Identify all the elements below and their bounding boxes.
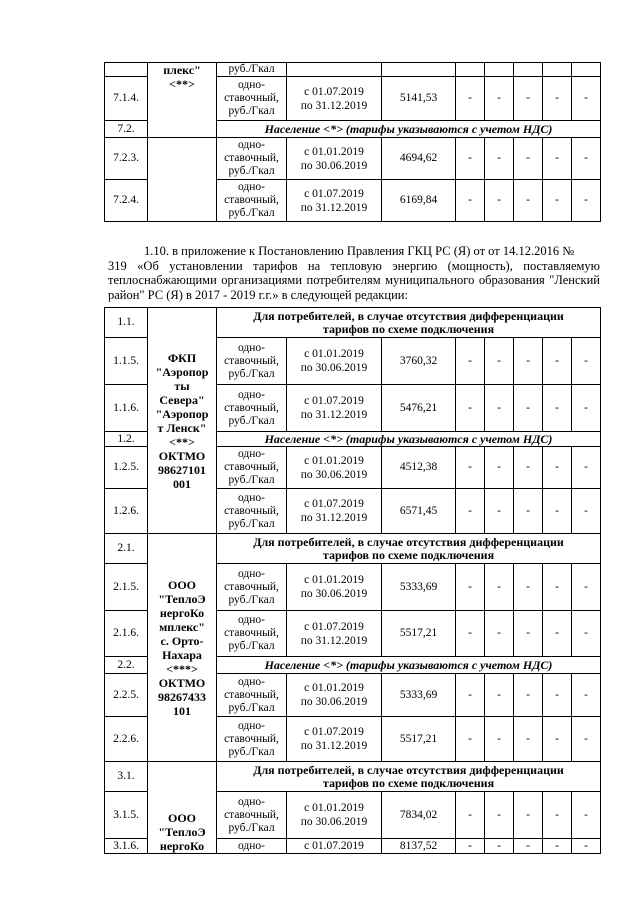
period-line: с 01.07.2019 <box>304 187 364 200</box>
empty-value-dash: - <box>514 792 543 839</box>
empty-value-dash: - <box>572 839 601 854</box>
tariff-value: 5333,69 <box>382 674 456 717</box>
empty-value-dash: - <box>572 385 601 432</box>
empty-value-dash: - <box>572 674 601 717</box>
unit-line: ставочный, <box>224 627 279 639</box>
empty-value-dash: - <box>514 839 543 854</box>
unit-line: одно- <box>237 614 265 626</box>
unit-cell <box>217 385 287 432</box>
empty-value-dash: - <box>572 564 601 611</box>
empty-value-dash: - <box>485 611 514 657</box>
empty-value-dash: - <box>572 489 601 534</box>
unit-line: ставочный, <box>224 354 279 367</box>
organization-line: 101 <box>173 703 191 718</box>
period-cell <box>287 338 382 385</box>
row-number: 2.1.5. <box>105 564 148 611</box>
unit-line: руб./Гкал <box>228 701 275 714</box>
unit-line: ставочный, <box>224 194 279 206</box>
tariff-value: 5141,53 <box>382 77 456 121</box>
period-line: по 30.06.2019 <box>300 816 368 828</box>
tariff-value: 6169,84 <box>382 180 456 222</box>
header-line: тарифов по схеме подключения <box>322 775 495 790</box>
empty-value-dash: - <box>485 138 514 180</box>
unit-line: одно- <box>237 448 265 460</box>
empty-cell <box>572 63 601 77</box>
tariff-value: 5476,21 <box>382 385 456 432</box>
header-line: Для потребителей, в случае отсутствия дифференциации <box>253 762 564 777</box>
period-line: по 30.06.2019 <box>300 696 368 708</box>
period-cell <box>287 385 382 432</box>
empty-value-dash: - <box>456 385 485 432</box>
unit-line: одно- <box>237 139 265 151</box>
empty-value-dash: - <box>572 180 601 222</box>
empty-value-dash: - <box>456 611 485 657</box>
tariff-table-continuation <box>104 62 601 222</box>
row-number: 3.1. <box>105 762 148 792</box>
empty-value-dash: - <box>572 717 601 762</box>
row-number: 7.2. <box>105 121 148 138</box>
row-number: 1.2.6. <box>105 489 148 534</box>
period-line: по 30.06.2019 <box>300 588 368 600</box>
empty-value-dash: - <box>514 489 543 534</box>
empty-value-dash: - <box>543 77 572 121</box>
paragraph-rest: 319 «Об установлении тарифов на тепловую энергию (мощность), поставляемую теплоснабжающими организациями потребителям муниципального образования "Ленский район" РС (Я) в 2017 - 2019 г.г.» в следующей редакции: <box>108 258 600 302</box>
empty-value-dash: - <box>456 180 485 222</box>
unit-cell <box>217 138 287 180</box>
row-number: 2.2.6. <box>105 717 148 762</box>
empty-value-dash: - <box>514 447 543 489</box>
empty-value-dash: - <box>456 338 485 385</box>
empty-value-dash: - <box>514 180 543 222</box>
period-line: по 30.06.2019 <box>300 159 368 172</box>
period-cell <box>287 180 382 222</box>
unit-cell <box>217 611 287 657</box>
row-number: 1.1. <box>105 308 148 338</box>
unit-cell <box>217 564 287 611</box>
empty-cell <box>287 63 382 77</box>
organization-cell-empty <box>148 138 217 222</box>
unit-line: руб./Гкал <box>228 474 275 486</box>
empty-value-dash: - <box>543 180 572 222</box>
unit-line: одно- <box>237 491 265 504</box>
section-header-row <box>105 762 601 792</box>
period-line: по 30.06.2019 <box>300 362 368 374</box>
header-line: тарифов по схеме подключения <box>322 321 495 336</box>
organization-line: мплекс" <box>159 619 205 634</box>
period-line: по 31.12.2019 <box>300 99 368 112</box>
empty-value-dash: - <box>485 564 514 611</box>
unit-cell <box>217 839 287 854</box>
organization-line: <**> <box>169 434 195 449</box>
empty-value-dash: - <box>514 674 543 717</box>
period-line: по 30.06.2019 <box>300 468 368 481</box>
unit-line: руб./Гкал <box>228 640 275 652</box>
organization-line: 001 <box>173 476 191 491</box>
unit-cell <box>217 338 287 385</box>
unit-line: ставочный, <box>224 808 279 821</box>
organization-line: <***> <box>166 661 198 676</box>
organization-line: "Аэропор <box>155 364 209 379</box>
empty-value-dash: - <box>514 717 543 762</box>
unit-line: ставочный, <box>224 504 279 517</box>
empty-value-dash: - <box>543 138 572 180</box>
empty-value-dash: - <box>485 77 514 121</box>
section-header-text: Население <*> (тарифы указываются с учетом НДС) <box>217 657 601 674</box>
organization-line: "ТеплоЭ <box>158 825 206 839</box>
period-line: с 01.01.2019 <box>304 574 364 586</box>
unit-line: ставочный, <box>224 461 279 473</box>
empty-value-dash: - <box>456 138 485 180</box>
unit-line: руб./Гкал <box>228 517 275 530</box>
unit-line: руб./Гкал <box>228 207 275 219</box>
empty-value-dash: - <box>456 564 485 611</box>
row-number: 1.2.5. <box>105 447 148 489</box>
empty-value-dash: - <box>456 839 485 854</box>
unit-line: ставочный, <box>224 401 279 414</box>
period-line: с 01.01.2019 <box>304 454 364 467</box>
empty-value-dash: - <box>456 674 485 717</box>
organization-line: 98267433 <box>158 689 206 704</box>
tariff-value: 7834,02 <box>382 792 456 839</box>
organization-line: т Ленск" <box>157 420 207 435</box>
tariff-value: 5517,21 <box>382 611 456 657</box>
empty-value-dash: - <box>456 489 485 534</box>
period-line: с 01.01.2019 <box>304 682 364 694</box>
unit-cell <box>217 717 287 762</box>
unit-line: одно- <box>237 795 265 808</box>
header-line: тарифов по схеме подключения <box>322 547 495 562</box>
empty-value-dash: - <box>514 338 543 385</box>
empty-value-dash: - <box>543 674 572 717</box>
empty-cell <box>485 63 514 77</box>
empty-value-dash: - <box>485 674 514 717</box>
empty-value-dash: - <box>514 564 543 611</box>
unit-cell <box>217 77 287 121</box>
section-header-text: Население <*> (тарифы указываются с учетом НДС) <box>217 432 601 447</box>
empty-value-dash: - <box>572 77 601 121</box>
empty-value-dash: - <box>514 385 543 432</box>
unit-line: руб./Гкал <box>228 745 275 758</box>
row-number: 2.1.6. <box>105 611 148 657</box>
empty-value-dash: - <box>456 792 485 839</box>
unit-line: руб./Гкал <box>228 414 275 427</box>
period-line: по 31.12.2019 <box>300 512 368 524</box>
tariff-value: 5517,21 <box>382 717 456 762</box>
row-number: 2.1. <box>105 534 148 564</box>
period-cell <box>287 138 382 180</box>
amendment-paragraph <box>108 244 600 302</box>
organization-cell <box>148 308 217 534</box>
unit-line: ставочный, <box>224 580 279 593</box>
period-cell <box>287 839 382 854</box>
row-number: 2.2.5. <box>105 674 148 717</box>
period-line: по 31.12.2019 <box>300 201 368 214</box>
empty-value-dash: - <box>456 717 485 762</box>
period-line: с 01.07.2019 <box>304 85 364 98</box>
organization-cell <box>148 762 217 854</box>
unit-cell <box>217 447 287 489</box>
unit-line: одно- <box>237 79 265 91</box>
empty-value-dash: - <box>514 77 543 121</box>
organization-line: "Аэропор <box>155 406 209 421</box>
organization-line: ОКТМО <box>158 675 206 690</box>
empty-value-dash: - <box>485 385 514 432</box>
unit-line: ставочный, <box>224 152 279 164</box>
tariff-value: 4512,38 <box>382 447 456 489</box>
empty-value-dash: - <box>485 839 514 854</box>
organization-line: Севера" <box>159 392 205 407</box>
unit-line: одно- <box>237 839 265 852</box>
tariff-value: 5333,69 <box>382 564 456 611</box>
organization-line: Нахара <box>162 647 202 662</box>
empty-value-dash: - <box>572 338 601 385</box>
period-line: с 01.07.2019 <box>304 840 364 852</box>
empty-value-dash: - <box>485 717 514 762</box>
unit-cell <box>217 792 287 839</box>
empty-value-dash: - <box>543 447 572 489</box>
unit-line: одно- <box>237 567 265 580</box>
tariff-table-main <box>104 307 601 854</box>
empty-cell <box>514 63 543 77</box>
row-number: 1.2. <box>105 432 148 447</box>
empty-value-dash: - <box>572 447 601 489</box>
empty-value-dash: - <box>485 792 514 839</box>
empty-cell <box>456 63 485 77</box>
empty-value-dash: - <box>514 611 543 657</box>
unit-line: ставочный, <box>224 732 279 745</box>
empty-value-dash: - <box>543 792 572 839</box>
empty-value-dash: - <box>543 385 572 432</box>
organization-line: ты <box>174 378 190 393</box>
unit-line: руб./Гкал <box>228 165 275 177</box>
unit-line: руб./Гкал <box>228 367 275 380</box>
header-line: Для потребителей, в случае отсутствия дифференциации <box>253 308 564 323</box>
empty-value-dash: - <box>456 77 485 121</box>
unit-line: одно- <box>237 341 265 354</box>
unit-cell <box>217 489 287 534</box>
unit-line: одно- <box>237 388 265 401</box>
empty-value-dash: - <box>543 338 572 385</box>
period-line: по 31.12.2019 <box>300 634 368 647</box>
unit-line: руб./Гкал <box>228 105 275 117</box>
tariff-value: 6571,45 <box>382 489 456 534</box>
table-row <box>105 138 601 180</box>
period-line: по 31.12.2019 <box>300 409 368 421</box>
organization-line: ООО <box>167 577 196 592</box>
tariff-value: 3760,32 <box>382 338 456 385</box>
unit-line: одно- <box>237 181 265 193</box>
empty-value-dash: - <box>485 447 514 489</box>
empty-value-dash: - <box>514 138 543 180</box>
period-cell <box>287 77 382 121</box>
empty-value-dash: - <box>543 839 572 854</box>
section-header-text <box>217 762 601 792</box>
unit-line: одно- <box>237 719 265 732</box>
unit-line: одно- <box>237 675 265 688</box>
empty-cell <box>382 63 456 77</box>
period-line: с 01.07.2019 <box>304 498 364 510</box>
empty-value-dash: - <box>572 792 601 839</box>
empty-value-dash: - <box>456 447 485 489</box>
row-number: 1.1.5. <box>105 338 148 385</box>
organization-line: ОКТМО <box>158 448 206 463</box>
section-header-text <box>217 308 601 338</box>
organization-line: "ТеплоЭ <box>158 591 206 606</box>
row-number: 7.2.3. <box>105 138 148 180</box>
period-line: с 01.07.2019 <box>304 620 364 633</box>
unit-line: руб./Гкал <box>228 821 275 834</box>
organization-line: с. Орто- <box>160 633 204 648</box>
organization-cell <box>148 63 217 138</box>
empty-value-dash: - <box>543 489 572 534</box>
section-header-text: Население <*> (тарифы указываются с учетом НДС) <box>217 121 601 138</box>
row-number: 2.2. <box>105 657 148 674</box>
organization-line: ООО <box>167 811 196 825</box>
row-number: 3.1.5. <box>105 792 148 839</box>
organization-line: ФКП <box>167 350 197 365</box>
tariff-value: 4694,62 <box>382 138 456 180</box>
section-header-text <box>217 534 601 564</box>
period-cell <box>287 717 382 762</box>
empty-value-dash: - <box>543 564 572 611</box>
empty-value-dash: - <box>572 611 601 657</box>
header-line: Для потребителей, в случае отсутствия дифференциации <box>253 534 564 549</box>
period-line: с 01.01.2019 <box>304 145 364 158</box>
row-number: 7.2.4. <box>105 180 148 222</box>
section-header-row <box>105 308 601 338</box>
organization-cell <box>148 534 217 762</box>
period-cell <box>287 792 382 839</box>
section-header-row <box>105 534 601 564</box>
period-line: по 31.12.2019 <box>300 740 368 752</box>
row-number: 7.1.4. <box>105 77 148 121</box>
paragraph-first-line: 1.10. в приложение к Постановлению Правления ГКЦ РС (Я) от от 14.12.2016 № <box>144 244 575 258</box>
empty-value-dash: - <box>543 611 572 657</box>
row-number <box>105 63 148 77</box>
empty-value-dash: - <box>572 138 601 180</box>
organization-line: плекс" <box>163 63 201 77</box>
period-cell <box>287 674 382 717</box>
period-line: с 01.01.2019 <box>304 348 364 360</box>
period-cell <box>287 564 382 611</box>
unit-cell <box>217 180 287 222</box>
unit-cell: руб./Гкал <box>217 63 287 77</box>
period-cell <box>287 447 382 489</box>
organization-line: 98627101 <box>158 462 206 477</box>
row-number: 3.1.6. <box>105 839 148 854</box>
period-cell <box>287 611 382 657</box>
unit-line: ставочный, <box>224 688 279 701</box>
organization-line: нергоКо <box>159 605 205 620</box>
empty-value-dash: - <box>485 180 514 222</box>
empty-value-dash: - <box>485 489 514 534</box>
period-line: с 01.07.2019 <box>304 395 364 407</box>
period-line: с 01.07.2019 <box>304 726 364 738</box>
unit-line: ставочный, <box>224 92 279 104</box>
unit-line: руб./Гкал <box>228 593 275 606</box>
empty-cell <box>543 63 572 77</box>
period-line: с 01.01.2019 <box>304 802 364 814</box>
tariff-value: 8137,52 <box>382 839 456 854</box>
table-row <box>105 63 601 77</box>
period-cell <box>287 489 382 534</box>
row-number: 1.1.6. <box>105 385 148 432</box>
organization-line: <**> <box>169 77 195 91</box>
empty-value-dash: - <box>485 338 514 385</box>
organization-line: нергоКо <box>159 839 205 853</box>
empty-value-dash: - <box>543 717 572 762</box>
unit-cell <box>217 674 287 717</box>
